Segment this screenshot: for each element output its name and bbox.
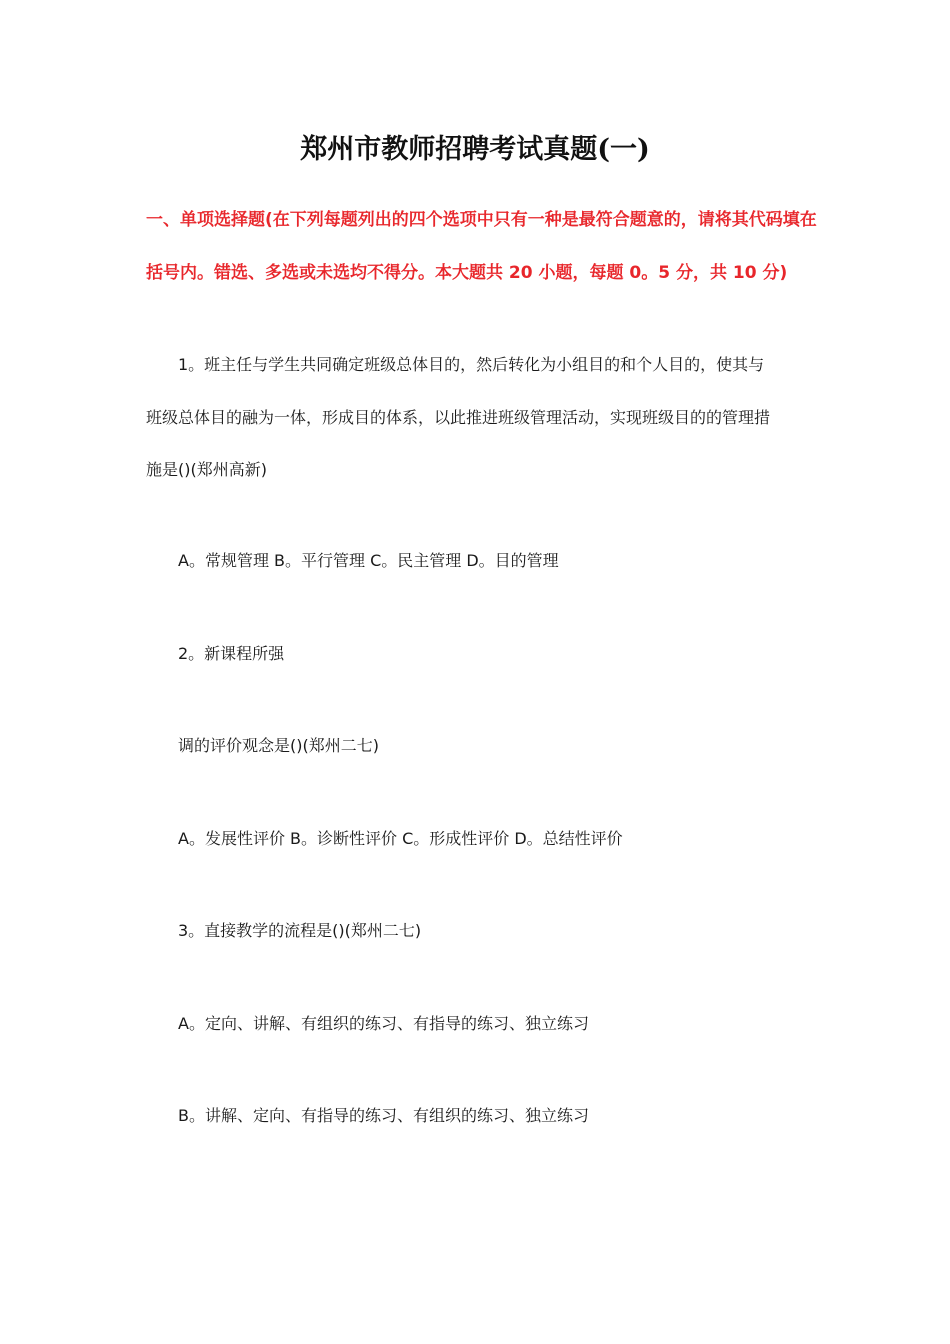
- question-3-line-1: 3。直接教学的流程是()(郑州二七): [178, 921, 422, 940]
- section-heading-line-1: 一、单项选择题(在下列每题列出的四个选项中只有一种是最符合题意的，请将其代码填在: [146, 210, 817, 230]
- question-2-line-1: 2。新课程所强: [178, 644, 285, 663]
- question-1-line-3: 施是()(郑州高新): [146, 460, 267, 479]
- question-1-options: A。常规管理 B。平行管理 C。民主管理 D。目的管理: [178, 551, 559, 570]
- question-2-line-2: 调的评价观念是()(郑州二七): [178, 736, 379, 755]
- question-3-option-a: A。定向、讲解、有组织的练习、有指导的练习、独立练习: [178, 1014, 589, 1033]
- question-2-options: A。发展性评价 B。诊断性评价 C。形成性评价 D。总结性评价: [178, 829, 623, 848]
- question-1-line-1: 1。班主任与学生共同确定班级总体目的，然后转化为小组目的和个人目的，使其与: [178, 355, 765, 374]
- section-heading-line-2: 括号内。错选、多选或未选均不得分。本大题共 20 小题，每题 0。5 分，共 10 分): [146, 263, 788, 283]
- question-1-line-2: 班级总体目的融为一体，形成目的体系，以此推进班级管理活动，实现班级目的的管理措: [146, 408, 771, 427]
- question-3-option-b: B。讲解、定向、有指导的练习、有组织的练习、独立练习: [178, 1106, 589, 1125]
- page-title: 郑州市教师招聘考试真题(一): [300, 134, 650, 165]
